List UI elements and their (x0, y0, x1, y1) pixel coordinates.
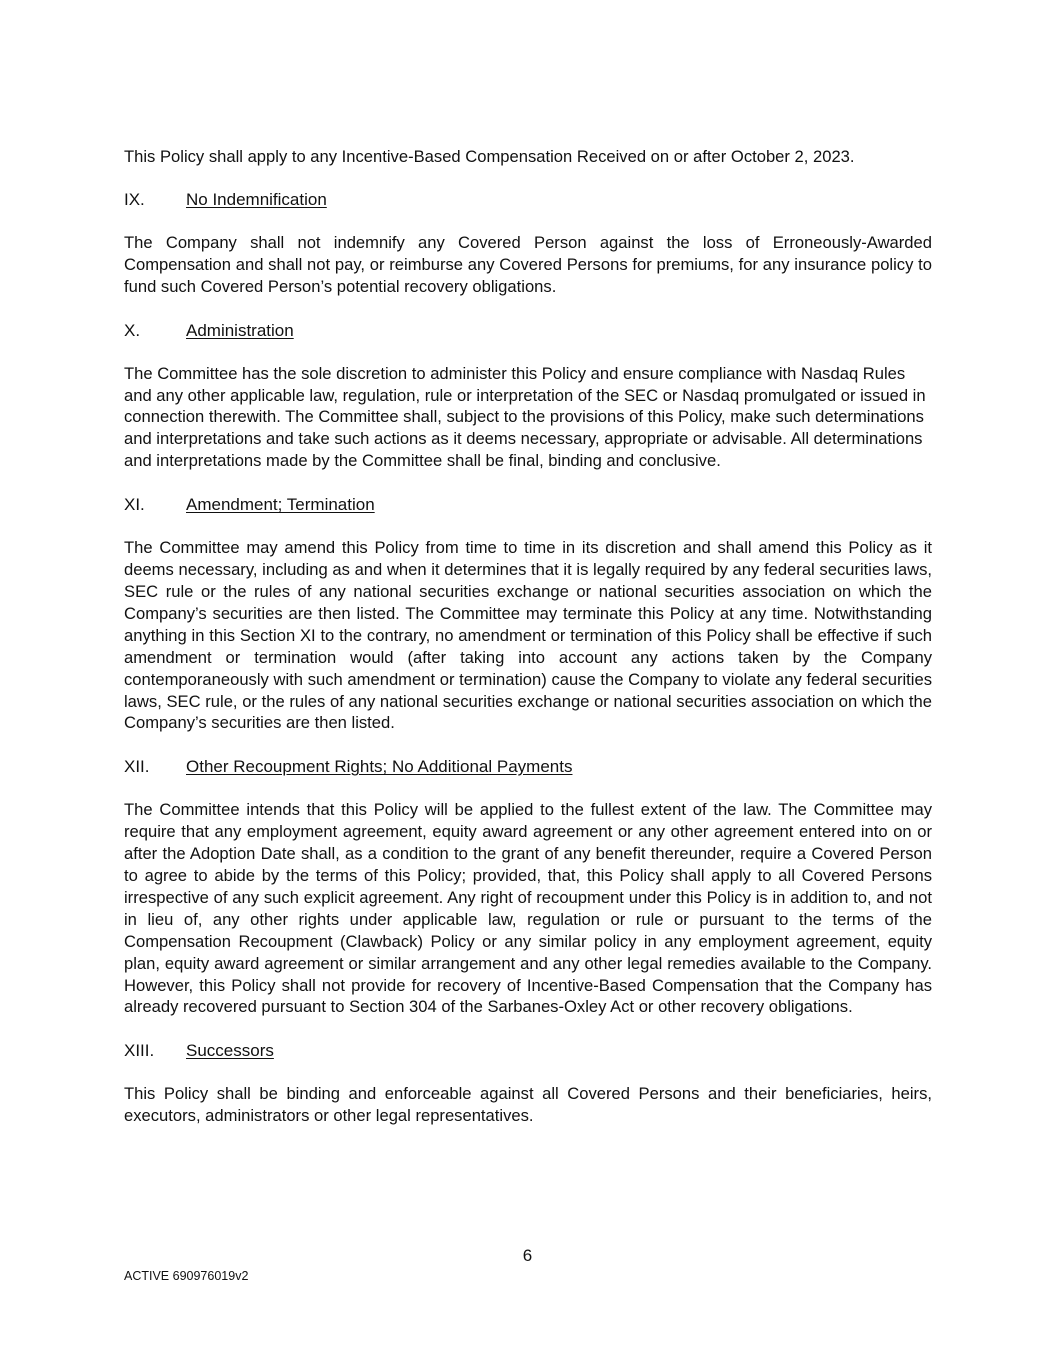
intro-paragraph: This Policy shall apply to any Incentive-Based Compensation Received on or after October 2, 2023. (124, 147, 855, 166)
section-heading-xiii (124, 1040, 932, 1062)
section-body-xi: The Committee may amend this Policy from time to time in its discretion and shall amend this Policy as it deems necessary, including as and when it determines that it is legally required by any federal securities laws, SEC rule or the rules of any national securities exchange or national securities association on which the Company’s securities are then listed. The Committee may terminate this Policy at any time. Notwithstanding anything in this Section XI to the contrary, no amendment or termination of this Policy shall be effective if such amendment or termination would (after taking into account any actions taken by the Company contemporaneously with such amendment or termination) cause the Company to violate any federal securities laws, SEC rule, or the rules of any national securities exchange or national securities association on which the Company’s securities are then listed. (124, 538, 932, 733)
section-title: No Indemnification (186, 189, 327, 209)
section-body-xii: The Committee intends that this Policy will be applied to the fullest extent of the law. The Committee may require that any employment agreement, equity award agreement or any other agreement entered into on or after the Adoption Date shall, as a condition to the grant of any benefit thereunder, require a Covered Person to agree to abide by the terms of this Policy; provided, that, this Policy shall apply to all Covered Persons irrespective of any such explicit agreement. Any right of recoupment under this Policy is in addition to, and not in lieu of, any other rights under applicable law, regulation or rule or pursuant to the terms of the Compensation Recoupment (Clawback) Policy or any similar policy in any employment agreement, equity plan, equity award agreement or similar arrangement and any other legal remedies available to the Company. However, this Policy shall not provide for recovery of Incentive-Based Compensation that the Company has already recovered pursuant to Section 304 of the Sarbanes-Oxley Act or other recovery obligations. (124, 800, 932, 1017)
section-title: Administration (186, 320, 294, 340)
section-heading-xi (124, 494, 932, 516)
section-heading-ix (124, 189, 932, 211)
section-title: Successors (186, 1041, 274, 1061)
section-number: XII. (124, 757, 150, 777)
section-title: Amendment; Termination (186, 495, 375, 515)
section-heading-x (124, 320, 932, 342)
document-footer-id: ACTIVE 690976019v2 (124, 1269, 249, 1283)
section-body-ix: The Company shall not indemnify any Covered Person against the loss of Erroneously-Awarded Compensation and shall not pay, or reimburse any Covered Persons for premiums, for any insurance policy to fund such Covered Person’s potential recovery obligations. (124, 232, 932, 296)
section-title: Other Recoupment Rights; No Additional Payments (186, 757, 573, 777)
section-number: XI. (124, 495, 145, 515)
section-number: IX. (124, 189, 145, 209)
page-number: 6 (522, 1246, 533, 1265)
section-number: XIII. (124, 1041, 155, 1061)
section-number: X. (124, 320, 141, 340)
page-content (124, 146, 932, 1127)
section-heading-xii (124, 756, 932, 778)
section-body-xiii: This Policy shall be binding and enforceable against all Covered Persons and their beneficiaries, heirs, executors, administrators or other legal representatives. (124, 1084, 932, 1126)
section-body-x: The Committee has the sole discretion to administer this Policy and ensure compliance with Nasdaq Rules and any other applicable law, regulation, rule or interpretation of the SEC or Nasdaq promulgated or issued in connection therewith. The Committee shall, subject to the provisions of this Policy, make such determinations and interpretations and take such actions as it deems necessary, appropriate or advisable. All determinations and interpretations made by the Committee shall be final, binding and conclusive. (124, 363, 926, 471)
